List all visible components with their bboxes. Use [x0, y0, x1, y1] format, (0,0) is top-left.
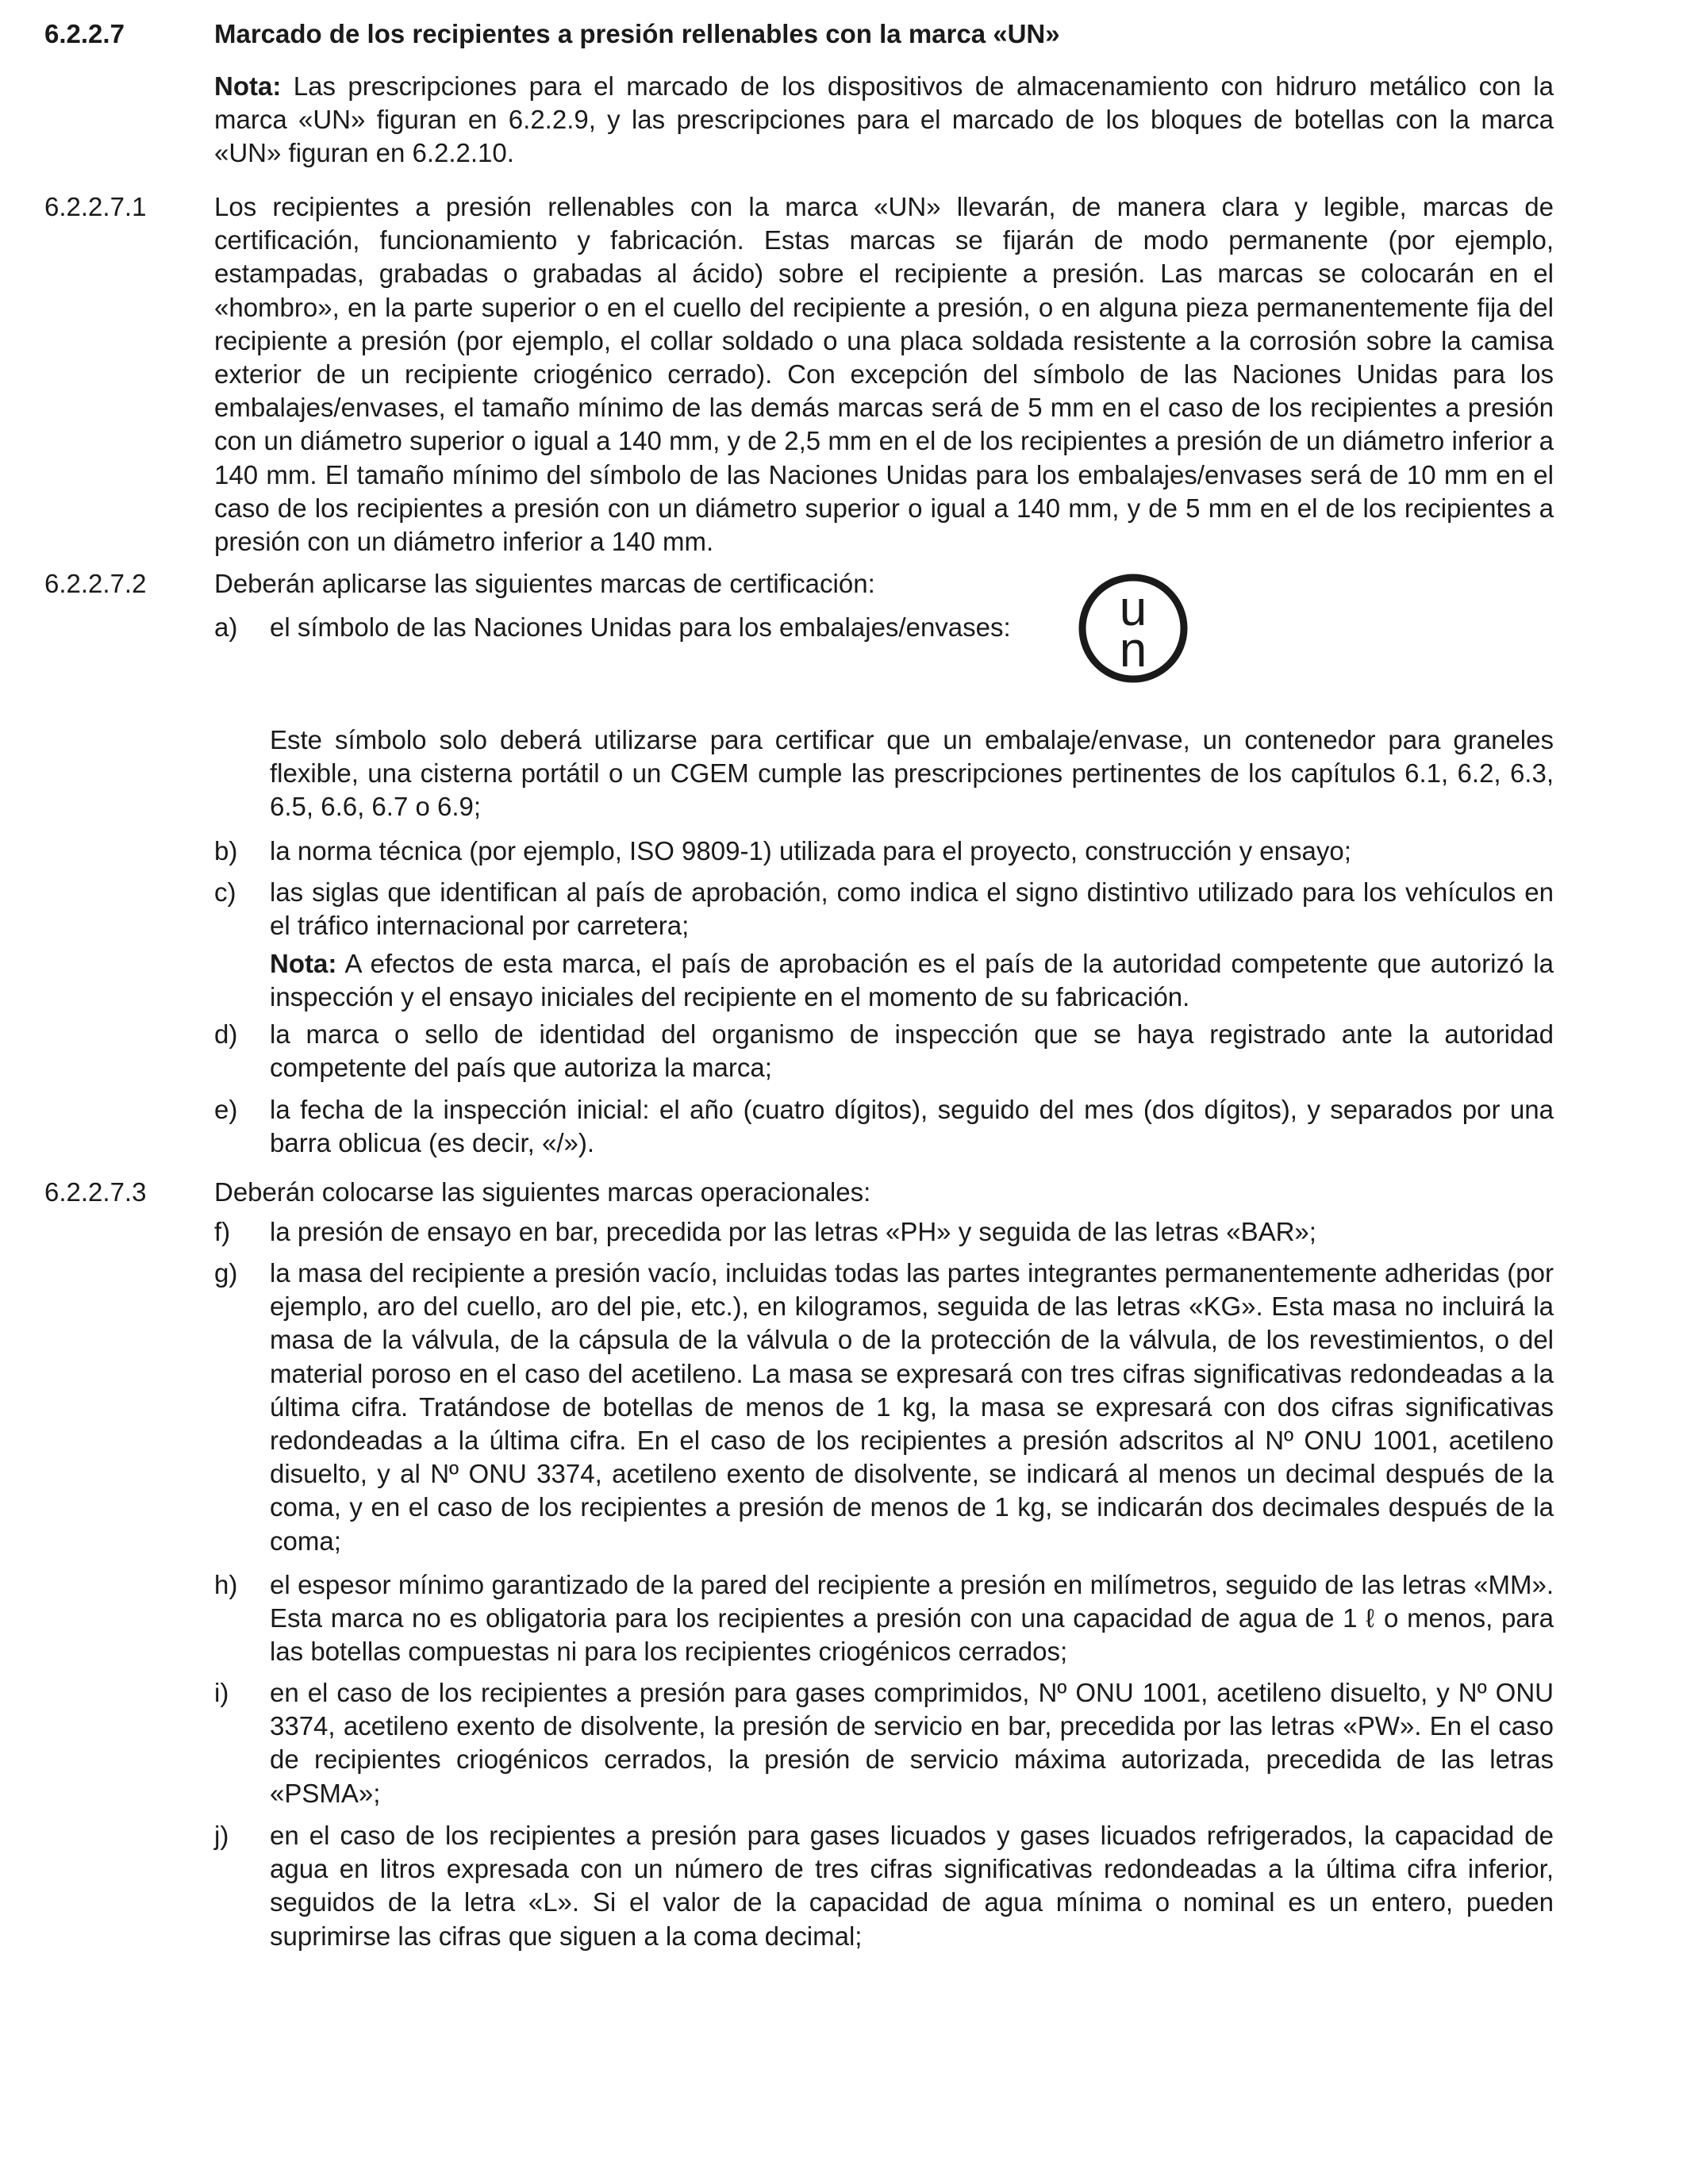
section-number: 6.2.2.7.1	[44, 192, 147, 221]
section-number: 6.2.2.7.3	[44, 1177, 147, 1207]
item-label: d)	[214, 1019, 238, 1049]
section-intro: Deberán aplicarse las siguientes marcas de certificación:	[214, 569, 875, 598]
item-label: e)	[214, 1095, 238, 1124]
section-number: 6.2.2.7.2	[44, 569, 147, 598]
item-label: i)	[214, 1678, 229, 1707]
item-text: el espesor mínimo garantizado de la pared del recipiente a presión en milímetros, seguido de las letras «MM». Esta marca no es obligatoria para los recipientes a presión con una capacidad de agua de 1 ℓ o menos, para las botellas compuestas ni para los recipientes criogénicos cerrados;	[270, 1570, 1554, 1667]
paragraph: Los recipientes a presión rellenables con la marca «UN» llevarán, de manera clara y legible, marcas de certificación, funcionamiento y fabricación. Estas marcas se fijarán de modo permanente (por ejemplo, estampadas, grabadas o grabadas al ácido) sobre el recipiente a presión. Las marcas se colocarán en el «hombro», en la parte superior o en el cuello del recipiente a presión, o en alguna pieza permanentemente fija del recipiente a presión (por ejemplo, el collar soldado o una placa soldada resistente a la corrosión sobre la camisa exterior de un recipiente criogénico cerrado). Con excepción del símbolo de las Naciones Unidas para los embalajes/envases, el tamaño mínimo de las demás marcas será de 5 mm en el caso de los recipientes a presión con un diámetro superior o igual a 140 mm, y de 2,5 mm en el de los recipientes a presión de un diámetro inferior a 140 mm. El tamaño mínimo del símbolo de las Naciones Unidas para los embalajes/envases será de 10 mm en el caso de los recipientes a presión con un diámetro superior o igual a 140 mm, y de 5 mm en el de los recipientes a presión con un diámetro inferior a 140 mm.	[214, 192, 1554, 557]
note-text: A efectos de esta marca, el país de aprobación es el país de la autoridad competente que autorizó la inspección y el ensayo iniciales del recipiente en el momento de su fabricación.	[270, 949, 1554, 1012]
item-label: c)	[214, 877, 236, 907]
item-text: la masa del recipiente a presión vacío, incluidas todas las partes integrantes permanentemente adheridas (por ejemplo, aro del cuello, aro del pie, etc.), en kilogramos, seguida de las letras «KG». Esta masa no incluirá la masa de la válvula, de la cápsula de la válvula o de la protección de la válvula, de los revestimientos, o del material poroso en el caso del acetileno. La masa se expresará con tres cifras significativas redondeadas a la última cifra. Tratándose de botellas de menos de 1 kg, la masa se expresará con dos cifras significativas redondeadas a la última cifra. En el caso de los recipientes a presión adscritos al Nº ONU 1001, acetileno disuelto, y al Nº ONU 3374, acetileno exento de disolvente, se indicará al menos un decimal después de la coma, y en el caso de los recipientes a presión de menos de 1 kg, se indicarán dos decimales después de la coma;	[270, 1258, 1554, 1556]
item-text: la norma técnica (por ejemplo, ISO 9809-1) utilizada para el proyecto, construcción y ensayo;	[270, 836, 1351, 866]
item-label: h)	[214, 1570, 238, 1599]
item-note	[270, 947, 1554, 1014]
item-text: la presión de ensayo en bar, precedida por las letras «PH» y seguida de las letras «BAR»;	[270, 1217, 1316, 1246]
un-packaging-symbol-icon	[1078, 573, 1189, 684]
item-text: el símbolo de las Naciones Unidas para los embalajes/envases:	[270, 612, 1011, 642]
note-label: Nota:	[214, 71, 282, 101]
item-text: en el caso de los recipientes a presión para gases comprimidos, Nº ONU 1001, acetileno disuelto, y Nº ONU 3374, acetileno exento de disolvente, la presión de servicio en bar, precedida por las letras «PW». En el caso de recipientes criogénicos cerrados, la presión de servicio máxima autorizada, precedida de las letras «PSMA»;	[270, 1678, 1554, 1808]
item-text: Este símbolo solo deberá utilizarse para certificar que un embalaje/envase, un contenedor para graneles flexible, una cisterna portátil o un CGEM cumple las prescripciones pertinentes de los capítulos 6.1, 6.2, 6.3, 6.5, 6.6, 6.7 o 6.9;	[270, 725, 1554, 822]
section-title: Marcado de los recipientes a presión rellenables con la marca «UN»	[214, 19, 1060, 48]
item-label: b)	[214, 836, 238, 866]
note-text: Las prescripciones para el marcado de los dispositivos de almacenamiento con hidruro metálico con la marca «UN» figuran en 6.2.2.9, y las prescripciones para el marcado de los bloques de botellas con la marca «UN» figuran en 6.2.2.10.	[214, 71, 1554, 168]
section-number: 6.2.2.7	[44, 19, 125, 48]
item-text: la fecha de la inspección inicial: el año (cuatro dígitos), seguido del mes (dos dígitos), y separados por una barra oblicua (es decir, «/»).	[270, 1095, 1554, 1158]
section-note	[214, 70, 1554, 171]
section-intro: Deberán colocarse las siguientes marcas operacionales:	[214, 1177, 871, 1207]
un-symbol-top: u	[1119, 582, 1147, 636]
item-label: a)	[214, 612, 238, 642]
item-text: en el caso de los recipientes a presión para gases licuados y gases licuados refrigerados, la capacidad de agua en litros expresada con un número de tres cifras significativas redondeadas a la última cifra inferior, seguidos de la letra «L». Si el valor de la capacidad de agua mínima o nominal es un entero, pueden suprimirse las cifras que siguen a la coma decimal;	[270, 1821, 1554, 1951]
note-label: Nota:	[270, 949, 337, 978]
un-symbol-bottom: n	[1119, 623, 1147, 677]
item-label: j)	[214, 1821, 229, 1850]
item-text: las siglas que identifican al país de aprobación, como indica el signo distintivo utilizado para los vehículos en el tráfico internacional por carretera;	[270, 877, 1554, 941]
item-label: g)	[214, 1258, 238, 1288]
item-text: la marca o sello de identidad del organismo de inspección que se haya registrado ante la autoridad competente del país que autoriza la marca;	[270, 1019, 1554, 1083]
item-label: f)	[214, 1217, 231, 1246]
